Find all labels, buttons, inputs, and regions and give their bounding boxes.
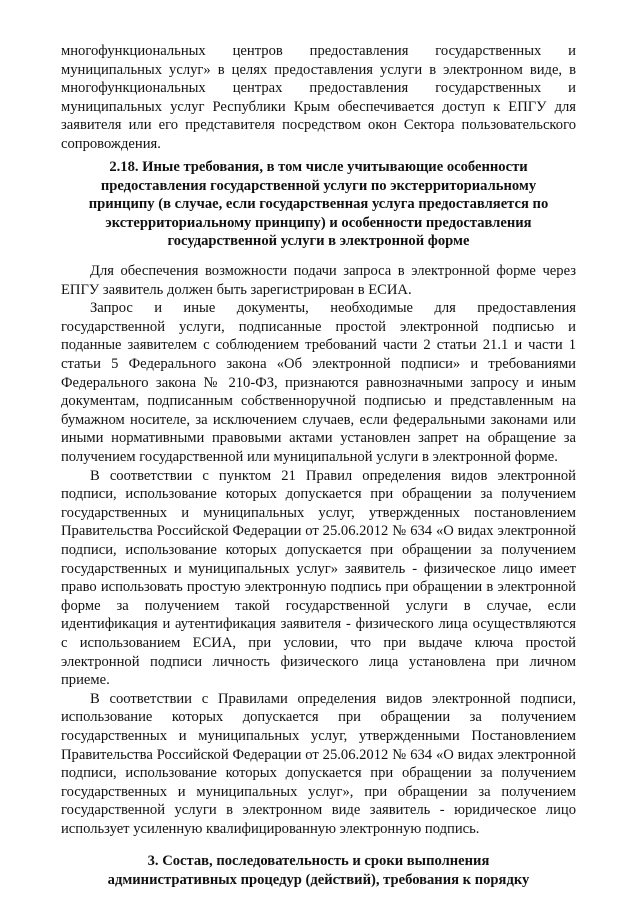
- section-heading: административных процедур (действий), требования к порядку: [107, 872, 530, 888]
- section-heading: государственной услуги в электронной форме: [167, 233, 470, 250]
- text-line: многофункциональных центрах предоставления государственных и: [61, 80, 576, 97]
- text-line: муниципальных услуг Республики Крым обеспечивается доступ к ЕПГУ для: [61, 98, 576, 115]
- text-line: использование которых допускается при обращении за получением: [61, 709, 576, 726]
- text-line: Правительства Российской Федерации от 25.06.2012 № 634 «О видах электронной: [61, 523, 576, 540]
- text-line: с использованием ЕСИА, при условии, что при выдаче ключа простой: [61, 635, 576, 651]
- section-heading: 2.18. Иные требования, в том числе учитывающие особенности: [109, 159, 528, 175]
- text-line: поданные заявителем с соблюдением требований части 2 статьи 21.1 и части 1: [61, 337, 576, 354]
- text-line: государственной услуги, подписанные простой электронной подписью и: [61, 318, 576, 335]
- text-line: государственных и муниципальных услуг» заявитель - физическое лицо имеет: [61, 560, 576, 577]
- text-line: Правительства Российской Федерации от 25.06.2012 № 634 «О видах электронной: [61, 746, 576, 763]
- text-line: получением государственной или муниципальной услуги в электронной форме.: [61, 449, 558, 465]
- section-heading: принципу (в случае, если государственная услуга предоставляется по: [88, 196, 549, 213]
- text-line: право использовать простую электронную подпись при обращении в электронной: [61, 579, 576, 596]
- text-line: государственных и муниципальных услуг», при обращении за получением: [61, 783, 576, 800]
- text-line: статьи 5 Федерального закона «Об электронной подписи» и требованиями: [61, 356, 576, 372]
- section-heading: 3. Состав, последовательность и сроки выполнения: [147, 853, 490, 869]
- text-line: подписи, использование которых допускается при обращении за получением: [61, 765, 576, 782]
- text-line: государственных и муниципальных услуг, утвержденных постановлением: [61, 504, 576, 521]
- text-line: государственных и муниципальных услуг, утвержденными Постановлением: [61, 728, 576, 744]
- text-line: бумажном носителе, за исключением случаев, если федеральными законами или: [61, 411, 576, 428]
- text-line: ЕПГУ заявитель должен быть зарегистрирован в ЕСИА.: [61, 281, 412, 298]
- text-line: многофункциональных центров предоставления государственных и: [61, 43, 576, 59]
- text-line: Запрос и иные документы, необходимые для предоставления: [90, 300, 576, 317]
- section-heading: предоставления государственной услуги по экстерриториальному: [100, 177, 537, 194]
- text-line: приеме.: [61, 672, 110, 689]
- text-line: государственной услуги в электронном виде заявитель - юридическое лицо: [61, 802, 576, 819]
- text-line: В соответствии с Правилами определения видов электронной подписи,: [90, 690, 576, 707]
- text-line: использует усиленную квалифицированную электронную подпись.: [61, 821, 480, 837]
- text-line: форме за получением такой государственной услуги в случае, если: [61, 597, 576, 614]
- text-line: идентификация и аутентификация заявителя - физического лица осуществляются: [61, 616, 576, 633]
- text-line: муниципальных услуг» в целях предоставления услуги в электронном виде, в: [61, 61, 576, 78]
- text-line: заявителя или его представителя посредством окон Сектора пользовательского: [61, 117, 576, 134]
- text-line: подписи, использование которых допускается при обращении за получением: [61, 486, 576, 503]
- text-line: подписи, использование которых допускается при обращении за получением: [61, 542, 576, 558]
- text-line: иными нормативными правовыми актами установлен запрет на обращение за: [61, 430, 576, 447]
- text-line: Федерального закона № 210-ФЗ, признаются равнозначными запросу и иным: [61, 374, 576, 391]
- text-line: электронной подписи личность физического лица установлена при личном: [61, 653, 576, 670]
- text-line: документам, подписанным собственноручной подписью и представленным на: [61, 393, 576, 410]
- section-heading: экстерриториальному принципу) и особенности предоставления: [105, 214, 532, 231]
- text-line: сопровождения.: [61, 136, 161, 152]
- text-line: В соответствии с пунктом 21 Правил определения видов электронной: [90, 467, 576, 484]
- text-line: Для обеспечения возможности подачи запроса в электронной форме через: [90, 263, 576, 279]
